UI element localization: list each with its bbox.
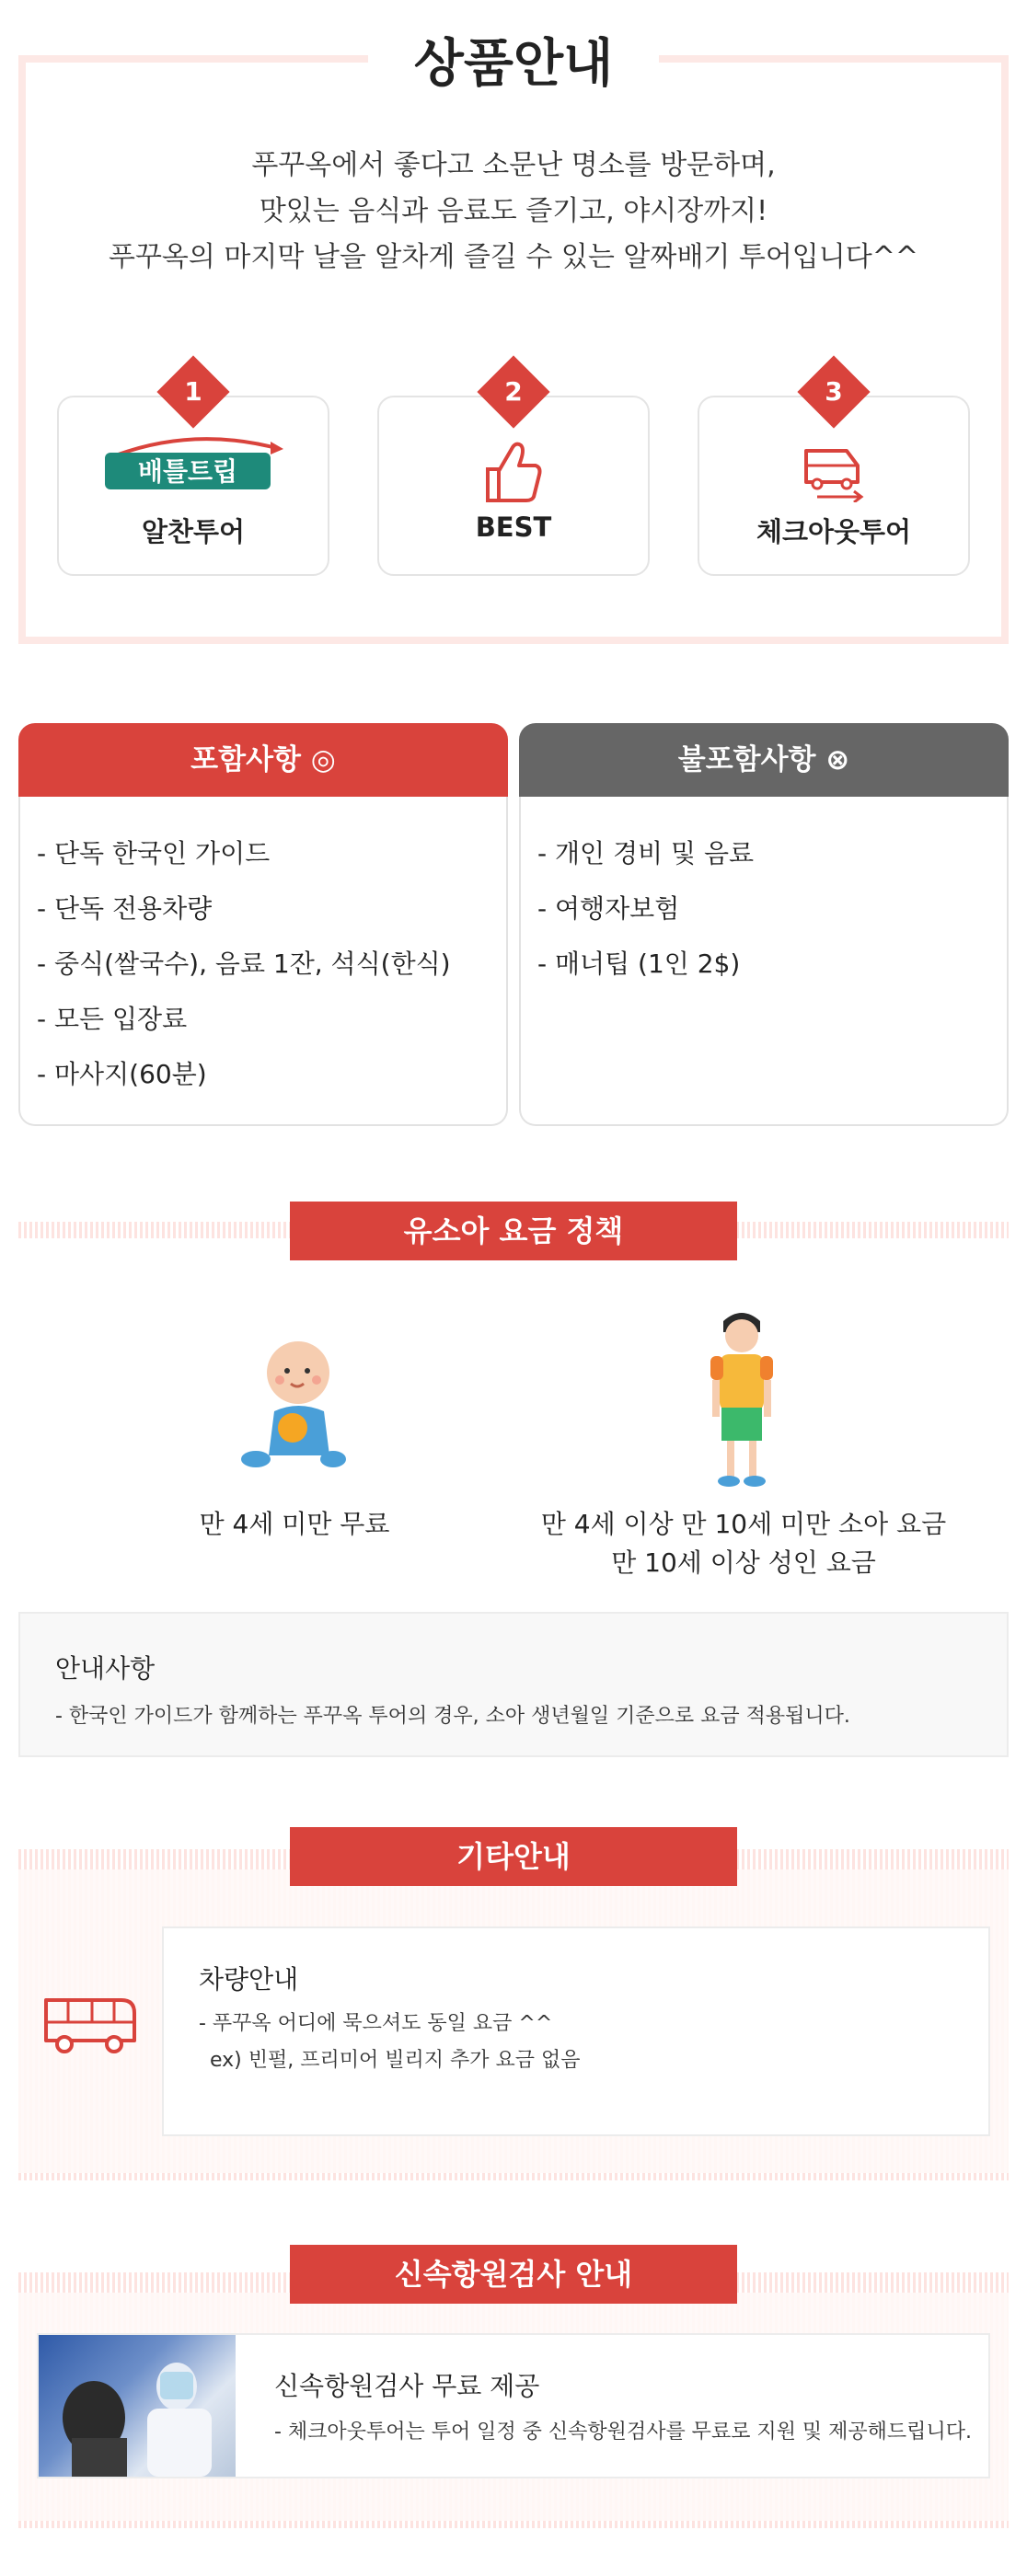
intro-line: 맛있는 음식과 음료도 즐기고, 야시장까지! [259, 195, 768, 227]
included-item: - 단독 한국인 가이드 [37, 838, 271, 868]
excluded-header: 불포함사항 ⊗ [519, 723, 1009, 797]
included-item: - 단독 전용차량 [37, 893, 213, 924]
rapid-test-card [37, 2333, 990, 2478]
thumbs-up-icon [484, 440, 543, 506]
included-item: - 중식(쌀국수), 음료 1잔, 석식(한식) [37, 949, 451, 979]
feature-number: 2 [504, 376, 523, 407]
child-policy-banner: 유소아 요금 정책 [290, 1202, 737, 1260]
notice-text: - 한국인 가이드가 함께하는 푸꾸옥 투어의 경우, 소아 생년월일 기준으로 요금 적용됩니다. [55, 1705, 850, 1728]
feature-number: 3 [825, 376, 843, 407]
rapid-test-text: - 체크아웃투어는 투어 일정 중 신속항원검사를 무료로 지원 및 제공해드립니다. [274, 2421, 972, 2444]
other-info-banner: 기타안내 [290, 1827, 737, 1886]
vehicle-info-line: - 푸꾸옥 어디에 묵으셔도 동일 요금 ^^ [199, 2012, 553, 2035]
excluded-item: - 여행자보험 [537, 893, 680, 924]
baby-illustration [241, 1336, 348, 1474]
excluded-item: - 매너팁 (1인 2$) [537, 949, 741, 979]
vehicle-info-line: ex) 빈펄, 프리미어 빌리지 추가 요금 없음 [210, 2049, 581, 2072]
notice-title: 안내사항 [55, 1653, 156, 1684]
infant-price-text: 만 4세 미만 무료 [199, 1509, 390, 1539]
child-illustration [707, 1308, 777, 1492]
van-icon [802, 445, 865, 502]
bus-icon [40, 1995, 140, 2055]
svg-text:배틀트립: 배틀트립 [137, 456, 238, 487]
intro-line: 푸꾸옥에서 좋다고 소문난 명소를 방문하며, [251, 149, 776, 181]
rapid-test-photo [39, 2335, 236, 2477]
included-item: - 모든 입장료 [37, 1004, 188, 1034]
excluded-item: - 개인 경비 및 음료 [537, 838, 755, 868]
included-header: 포함사항 ◎ [18, 723, 508, 797]
included-item: - 마사지(60분) [37, 1059, 207, 1089]
child-price-line: 만 4세 이상 만 10세 미만 소아 요금 [540, 1509, 947, 1539]
adult-price-line: 만 10세 이상 성인 요금 [611, 1547, 876, 1578]
rapid-test-title: 신속항원검사 무료 제공 [274, 2371, 540, 2401]
feature-label: BEST [475, 512, 552, 543]
feature-label: 알찬투어 [141, 516, 246, 547]
notice-box [18, 1612, 1009, 1757]
excluded-list [519, 797, 1009, 1126]
feature-label: 체크아웃투어 [756, 516, 912, 547]
intro-title: 상품안내 [368, 23, 659, 106]
vehicle-info-card [162, 1926, 990, 2136]
intro-description [55, 143, 972, 281]
child-price-text [515, 1505, 972, 1582]
battle-trip-logo [99, 431, 287, 491]
vehicle-info-title: 차량안내 [199, 1964, 299, 1995]
rapid-test-banner: 신속항원검사 안내 [290, 2245, 737, 2304]
included-list [18, 797, 508, 1126]
intro-line: 푸꾸옥의 마지막 날을 알차게 즐길 수 있는 알짜배기 투어입니다^^ [108, 241, 919, 273]
feature-number: 1 [184, 376, 202, 407]
